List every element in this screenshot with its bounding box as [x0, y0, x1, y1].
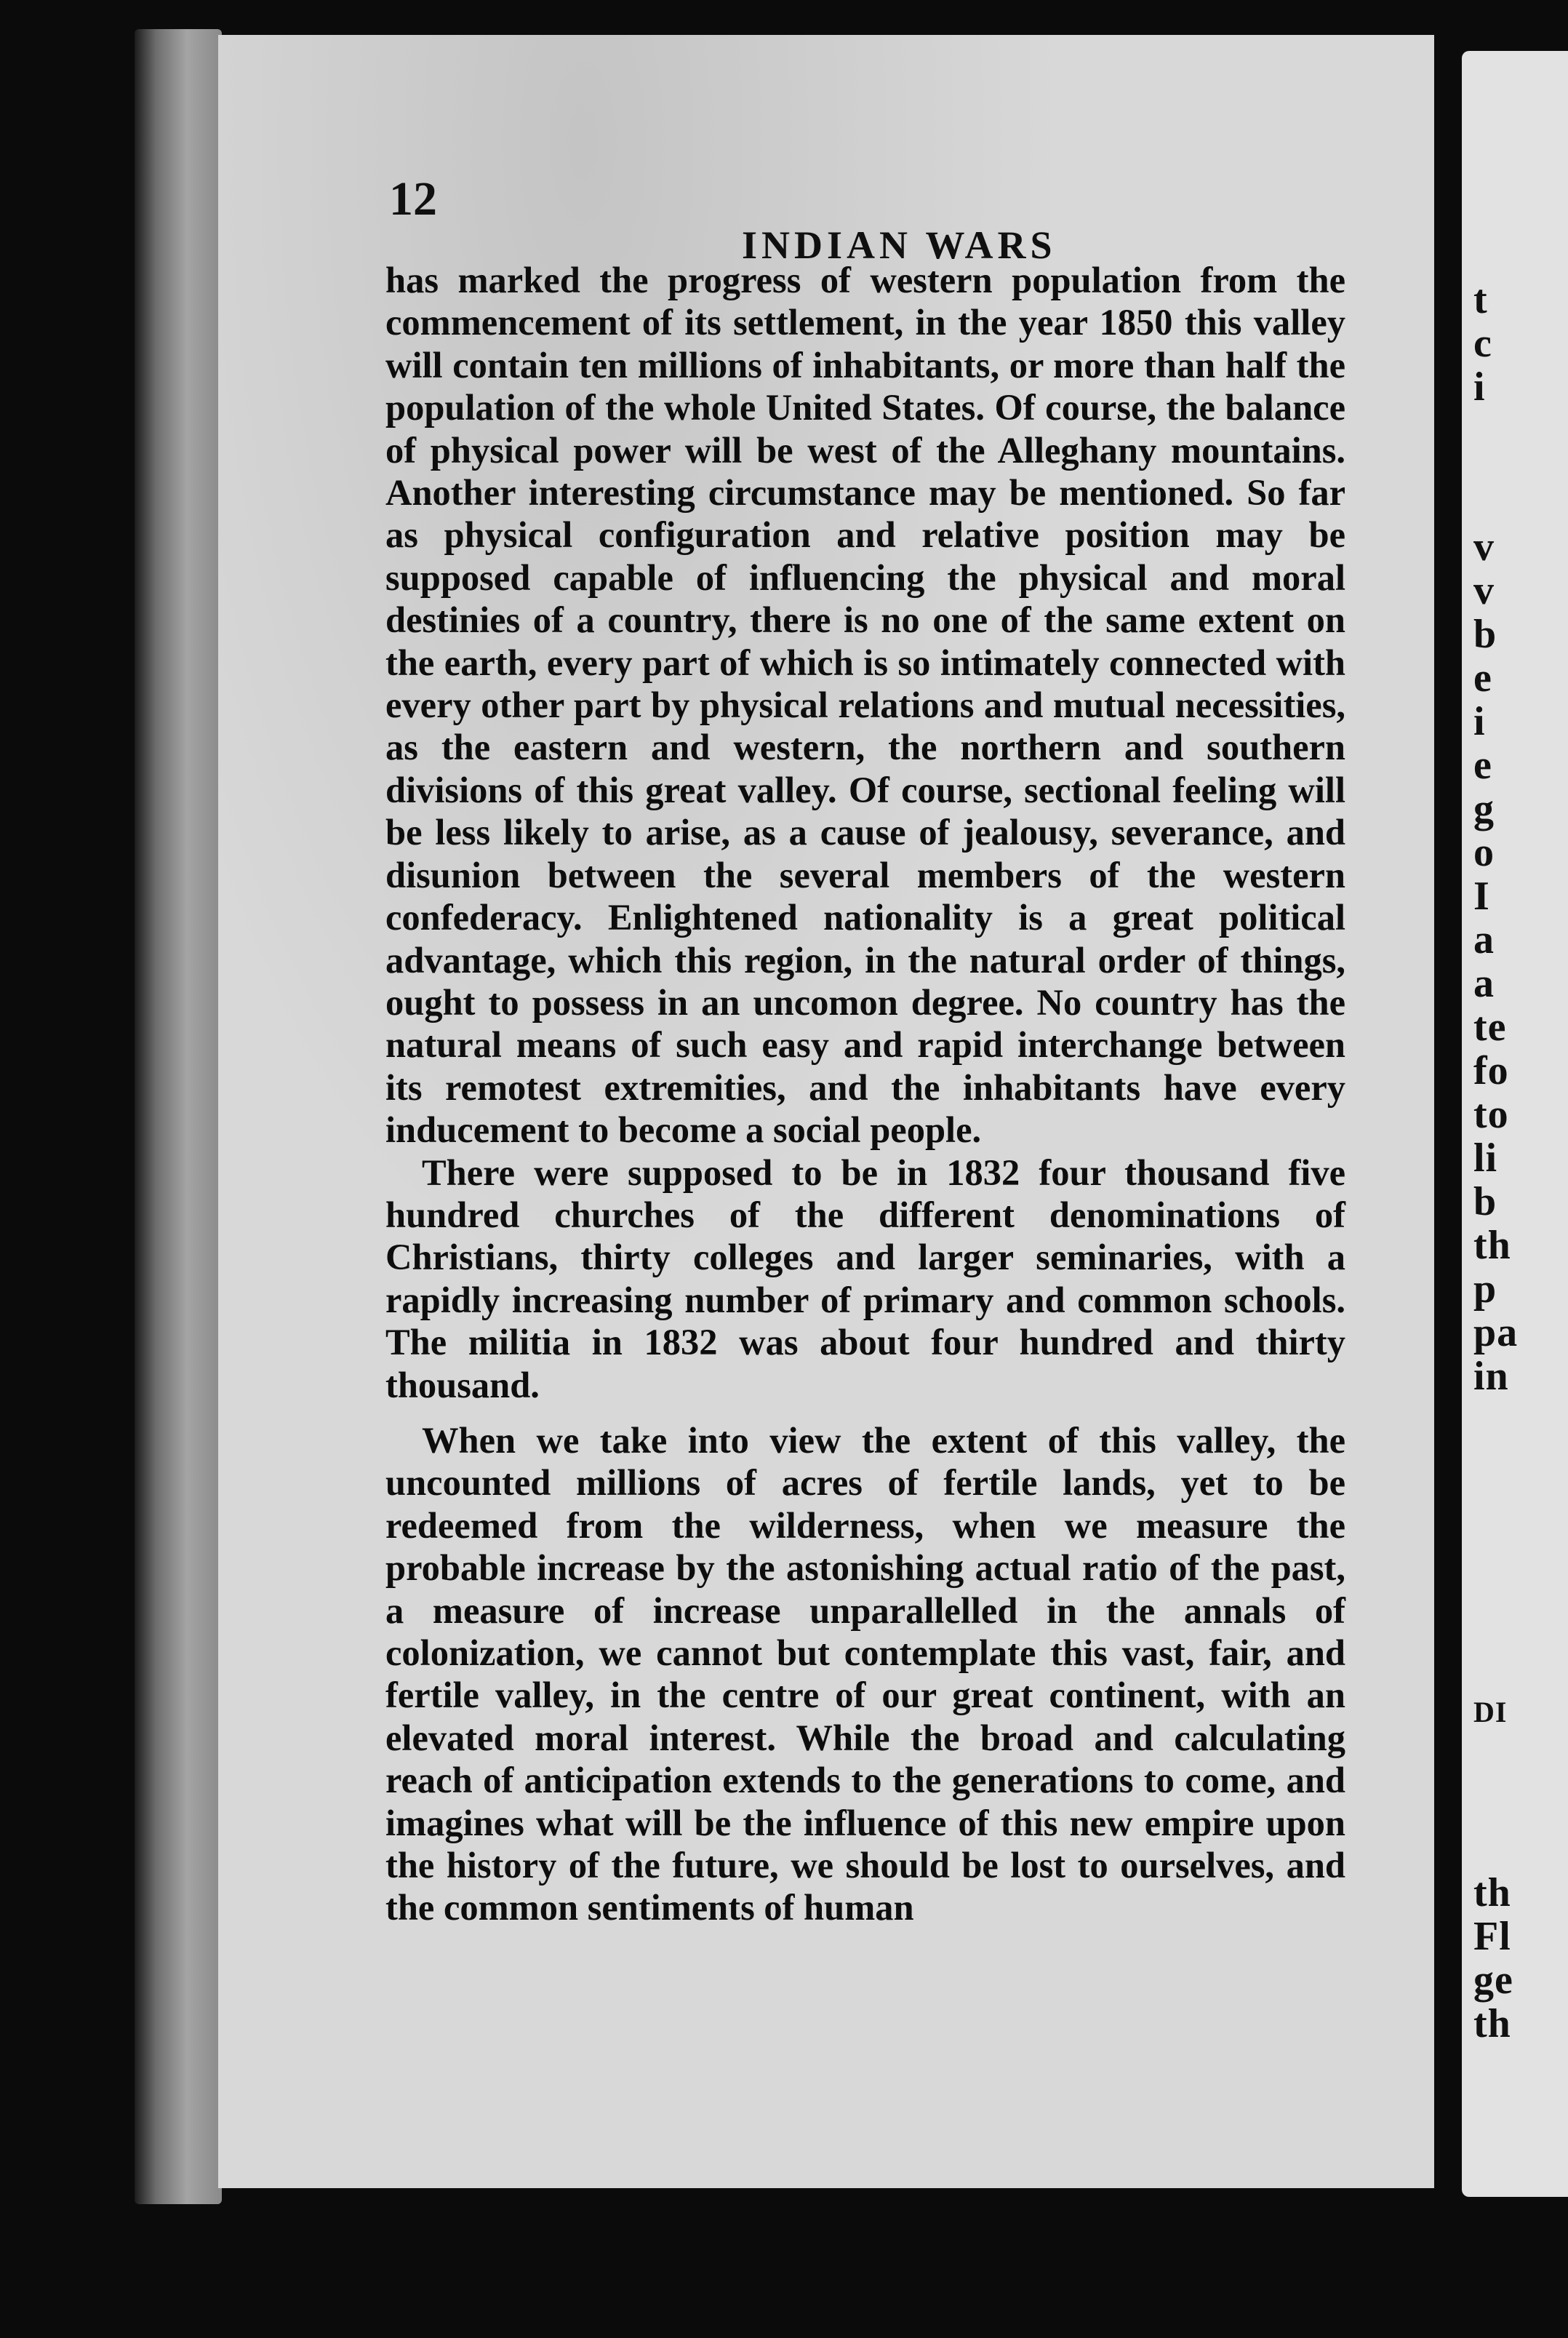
paragraph-2: There were supposed to be in 1832 four thousand five hundred churches of the different denominations of Christians, thirty colleges and larger seminaries, with a rapidly increasing number of primary and common schools. The militia in 1832 was about four hundred and thirty thousand. [385, 1152, 1345, 1405]
facing-fragment: e [1473, 655, 1492, 701]
facing-fragment: li [1473, 1136, 1498, 1181]
facing-fragment: I [1473, 874, 1490, 919]
facing-fragment: a [1473, 917, 1495, 962]
facing-fragment: v [1473, 524, 1495, 570]
page-number: 12 [389, 172, 437, 226]
facing-fragment: b [1473, 1179, 1497, 1224]
facing-fragment: pa [1473, 1310, 1519, 1355]
book-page [218, 35, 1434, 2188]
facing-fragment: fo [1473, 1048, 1509, 1093]
facing-fragment: te [1473, 1005, 1507, 1050]
facing-fragment: p [1473, 1266, 1497, 1312]
facing-fragment: o [1473, 830, 1495, 875]
facing-fragment: in [1473, 1354, 1509, 1399]
facing-fragment: ge [1473, 1958, 1513, 2003]
facing-fragment: g [1473, 786, 1495, 831]
facing-fragment: th [1473, 1870, 1511, 1915]
facing-fragment: c [1473, 321, 1492, 366]
facing-fragment: i [1473, 364, 1486, 410]
facing-page-edge [1462, 51, 1568, 2197]
book-spine-edge [135, 29, 222, 2204]
facing-fragment: b [1473, 612, 1497, 657]
facing-fragment: e [1473, 743, 1492, 788]
running-head: INDIAN WARS [742, 223, 1057, 267]
facing-fragment: to [1473, 1092, 1509, 1137]
paragraph-1: has marked the progress of western population from the commencement of its settlement, in the year 1850 this valley will contain ten millions of inhabitants, or more than half the population of the whole United States. Of course, the balance of physical power will be west of the Alleghany mountains. Another interesting circumstance may be mentioned. So far as physical configuration and relative position may be supposed capable of influencing the physical and moral destinies of a country, there is no one of the same extent on the earth, every part of which is so intimately connected with every other part by physical relations and mutual necessities, as the eastern and western, the northern and southern divisions of this great valley. Of course, sectional feeling will be less likely to arise, as a cause of jealousy, severance, and disunion between the several members of the western confederacy. Enlightened nationality is a great political advantage, which this region, in the natural order of things, ought to possess in an uncomon degree. No country has the natural means of such easy and rapid interchange between its remotest extremities, and the inhabitants have every inducement to become a social people. [385, 260, 1345, 1151]
body-text [385, 259, 1345, 1929]
facing-fragment: a [1473, 961, 1495, 1006]
facing-fragment: v [1473, 568, 1495, 613]
facing-fragment: t [1473, 277, 1488, 322]
facing-fragment: Fl [1473, 1914, 1511, 1959]
facing-fragment: DI [1473, 1696, 1508, 1728]
facing-fragment: th [1473, 2001, 1511, 2046]
paragraph-3: When we take into view the extent of this valley, the uncounted millions of acres of fertile lands, yet to be redeemed from the wilderness, when we measure the probable increase by the astonishing actual ratio of the past, a measure of increase unparallelled in the annals of colonization, we cannot but contemplate this vast, fair, and fertile valley, in the centre of our great continent, with an elevated moral interest. While the broad and calculating reach of anticipation extends to the generations to come, and imagines what will be the influence of this new empire upon the history of the future, we should be lost to ourselves, and the common sentiments of human [385, 1419, 1345, 1928]
facing-fragment: i [1473, 699, 1486, 744]
facing-fragment: th [1473, 1223, 1511, 1268]
